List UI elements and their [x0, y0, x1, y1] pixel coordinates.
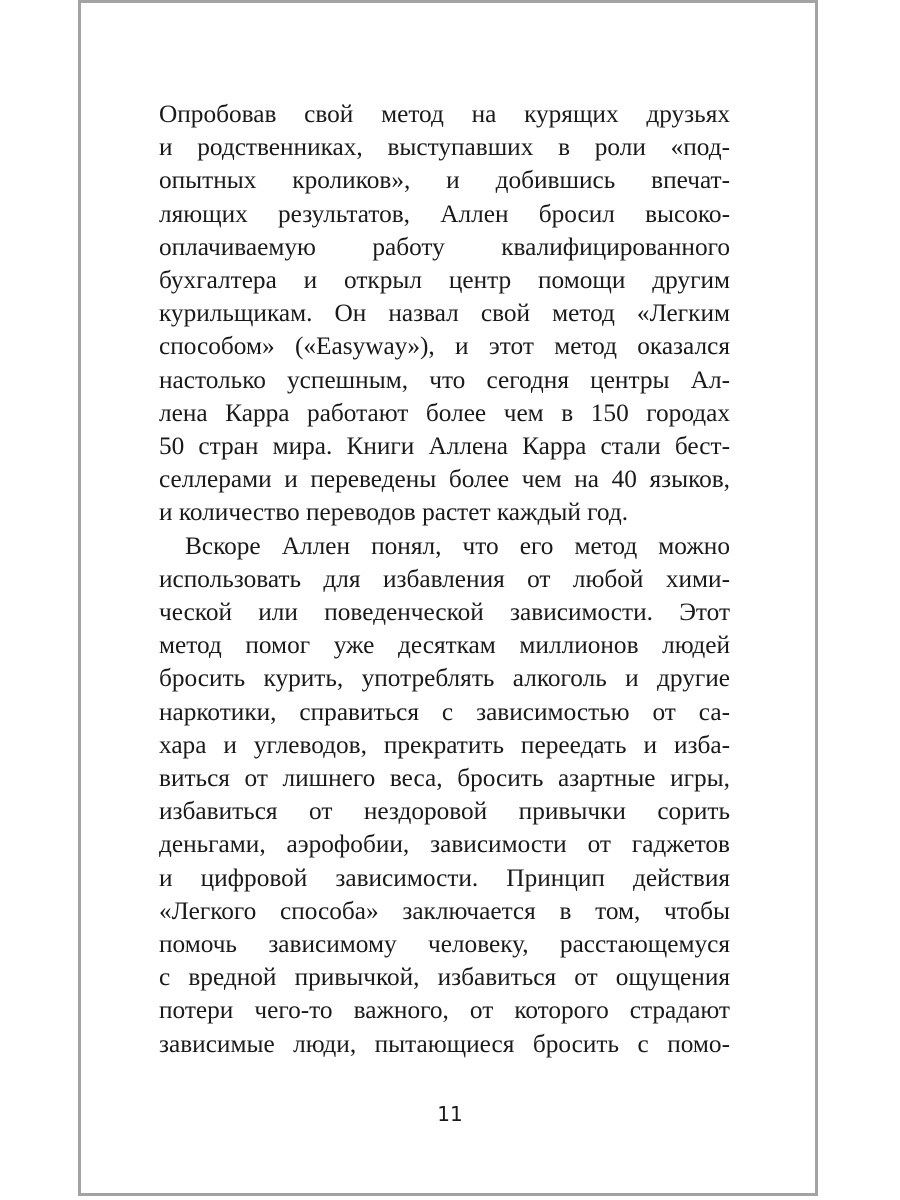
text-line: Опробовав свой метод на курящих друзьях: [159, 100, 730, 128]
text-line: способом» («Easyway»), и этот метод оказался: [159, 332, 730, 361]
text-line: настолько успешным, что сегодня центры Ал-: [159, 365, 730, 394]
text-line: бросить курить, употреблять алкоголь и другие: [159, 664, 730, 693]
body-text: [159, 98, 730, 1061]
text-line: ляющих результатов, Аллен бросил высоко-: [159, 199, 730, 228]
paragraph-1: [159, 98, 730, 530]
text-line: оплачиваемую работу квалифицированного: [159, 232, 730, 261]
text-line: 50 стран мира. Книги Аллена Карра стали бест-: [159, 432, 730, 461]
text-line: метод помог уже десяткам миллионов людей: [159, 631, 730, 660]
text-line: курильщикам. Он назвал свой метод «Легким: [159, 299, 730, 328]
text-line: наркотики, справиться с зависимостью от са-: [159, 697, 730, 726]
text-line: и цифровой зависимости. Принцип действия: [159, 863, 730, 892]
text-line: «Легкого способа» заключается в том, чтобы: [159, 896, 730, 925]
text-line: зависимые люди, пытающиеся бросить с помо-: [159, 1029, 730, 1058]
text-line: бухгалтера и открыл центр помощи другим: [159, 266, 730, 295]
text-line: потери чего-то важного, от которого страдают: [159, 996, 730, 1025]
text-line: лена Карра работают более чем в 150 городах: [159, 398, 730, 427]
text-line: и количество переводов растет каждый год.: [159, 498, 629, 527]
text-line: ческой или поведенческой зависимости. Этот: [159, 598, 730, 627]
text-line: избавиться от нездоровой привычки сорить: [159, 797, 730, 826]
text-line: виться от лишнего веса, бросить азартные игры,: [159, 764, 730, 793]
text-line: и родственниках, выступавших в роли «под-: [159, 133, 730, 162]
text-line: селлерами и переведены более чем на 40 языков,: [159, 465, 730, 494]
paragraph-2: [159, 530, 730, 1061]
text-line: деньгами, аэрофобии, зависимости от гаджетов: [159, 830, 730, 859]
text-line: Вскоре Аллен понял, что его метод можно: [185, 531, 730, 560]
text-line: помочь зависимому человеку, расстающемуся: [159, 930, 730, 959]
text-line: опытных кроликов», и добившись впечат-: [159, 166, 730, 195]
text-line: с вредной привычкой, избавиться от ощущения: [159, 963, 730, 992]
text-line: использовать для избавления от любой хими-: [159, 564, 730, 593]
page-number: 11: [437, 1102, 463, 1126]
text-line: хара и углеводов, прекратить переедать и изба-: [159, 730, 730, 759]
